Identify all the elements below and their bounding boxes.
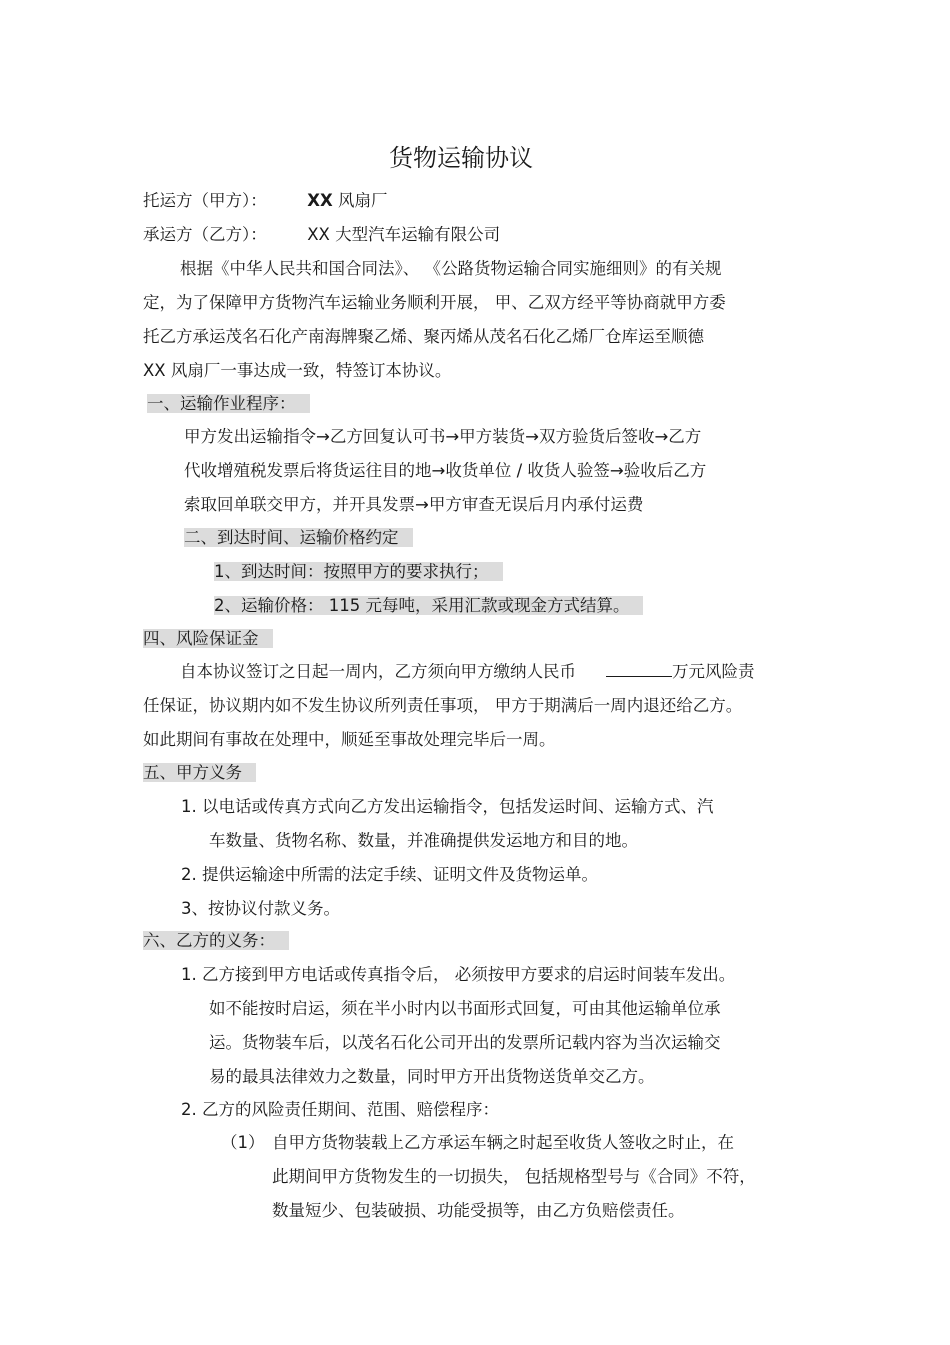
section-6-title: 六、乙方的义务： [143, 931, 289, 950]
procedure-line: 索取回单联交甲方，并开具发票→甲方审查无误后月内承付运费 [184, 495, 644, 514]
list-item: 车数量、货物名称、数量，并准确提供发运地方和目的地。 [209, 831, 638, 850]
list-item: 3、按协议付款义务。 [181, 899, 340, 918]
intro-line: 托乙方承运茂名石化产南海牌聚乙烯、聚丙烯从茂名石化乙烯厂仓库运至顺德 [143, 327, 704, 346]
list-item: 1. 乙方接到甲方电话或传真指令后， 必须按甲方要求的启运时间装车发出。 [181, 965, 736, 984]
sub-item-number: （1） [221, 1133, 265, 1152]
intro-line: 定，为了保障甲方货物汽车运输业务顺利开展， 甲、乙双方经平等协商就甲方委 [143, 293, 726, 312]
section-2-title: 二、到达时间、运输价格约定 [184, 528, 413, 547]
carrier-value: XX 大型汽车运输有限公司 [307, 225, 501, 244]
intro-line: XX 风扇厂一事达成一致，特签订本协议。 [143, 361, 452, 380]
intro-line: 根据《中华人民共和国合同法》、 《公路货物运输合同实施细则》的有关规 [180, 259, 722, 278]
sub-item-line: 数量短少、包装破损、功能受损等，由乙方负赔偿责任。 [272, 1201, 685, 1220]
carrier-label: 承运方（乙方）： [143, 225, 267, 244]
shipper-name: 风扇厂 [337, 191, 388, 210]
deposit-line: 任保证，协议期内如不发生协议所列责任事项， 甲方于期满后一周内退还给乙方。 [143, 696, 743, 715]
list-item [214, 594, 643, 618]
section-heading [143, 627, 273, 651]
section-1-title: 一、运输作业程序： [147, 394, 310, 413]
shipper-label: 托运方（甲方）： [143, 191, 267, 210]
sub-item-line: 自甲方货物装载上乙方承运车辆之时起至收货人签收之时止，在 [272, 1133, 734, 1152]
section-5-title: 五、甲方义务 [143, 763, 256, 782]
sub-item-line: 此期间甲方货物发生的一切损失， 包括规格型号与《合同》不符， [272, 1167, 756, 1186]
deposit-text: 自本协议签订之日起一周内，乙方须向甲方缴纳人民币 [180, 662, 576, 681]
price-item: 2、运输价格： 115 元每吨，采用汇款或现金方式结算。 [214, 596, 643, 615]
section-heading [143, 929, 289, 953]
arrival-time-item: 1、到达时间：按照甲方的要求执行； [214, 562, 503, 581]
section-heading [143, 761, 256, 785]
amount-blank [606, 660, 672, 677]
list-item: 2. 提供运输途中所需的法定手续、证明文件及货物运单。 [181, 865, 598, 884]
deposit-line [180, 660, 755, 684]
procedure-line: 甲方发出运输指令→乙方回复认可书→甲方装货→双方验货后签收→乙方 [184, 427, 702, 446]
section-heading [147, 392, 310, 416]
list-item: 2. 乙方的风险责任期间、范围、赔偿程序： [181, 1100, 499, 1119]
list-item: 1. 以电话或传真方式向乙方发出运输指令，包括发运时间、运输方式、汽 [181, 797, 714, 816]
deposit-line: 如此期间有事故在处理中，顺延至事故处理完毕后一周。 [143, 730, 556, 749]
shipper-line [143, 189, 387, 213]
procedure-line: 代收增殖税发票后将货运往目的地→收货单位 / 收货人验签→验收后乙方 [184, 461, 707, 480]
document-title: 货物运输协议 [389, 144, 533, 172]
section-4-title: 四、风险保证金 [143, 629, 273, 648]
section-heading [184, 526, 413, 550]
deposit-text-tail: 万元风险责 [672, 662, 755, 681]
carrier-line [143, 223, 500, 247]
list-item: 如不能按时启运，须在半小时内以书面形式回复，可由其他运输单位承 [209, 999, 721, 1018]
list-item: 运。货物装车后，以茂名石化公司开出的发票所记载内容为当次运输交 [209, 1033, 721, 1052]
list-item [214, 560, 503, 584]
shipper-value: XX [307, 191, 333, 210]
list-item: 易的最具法律效力之数量，同时甲方开出货物送货单交乙方。 [209, 1067, 655, 1086]
